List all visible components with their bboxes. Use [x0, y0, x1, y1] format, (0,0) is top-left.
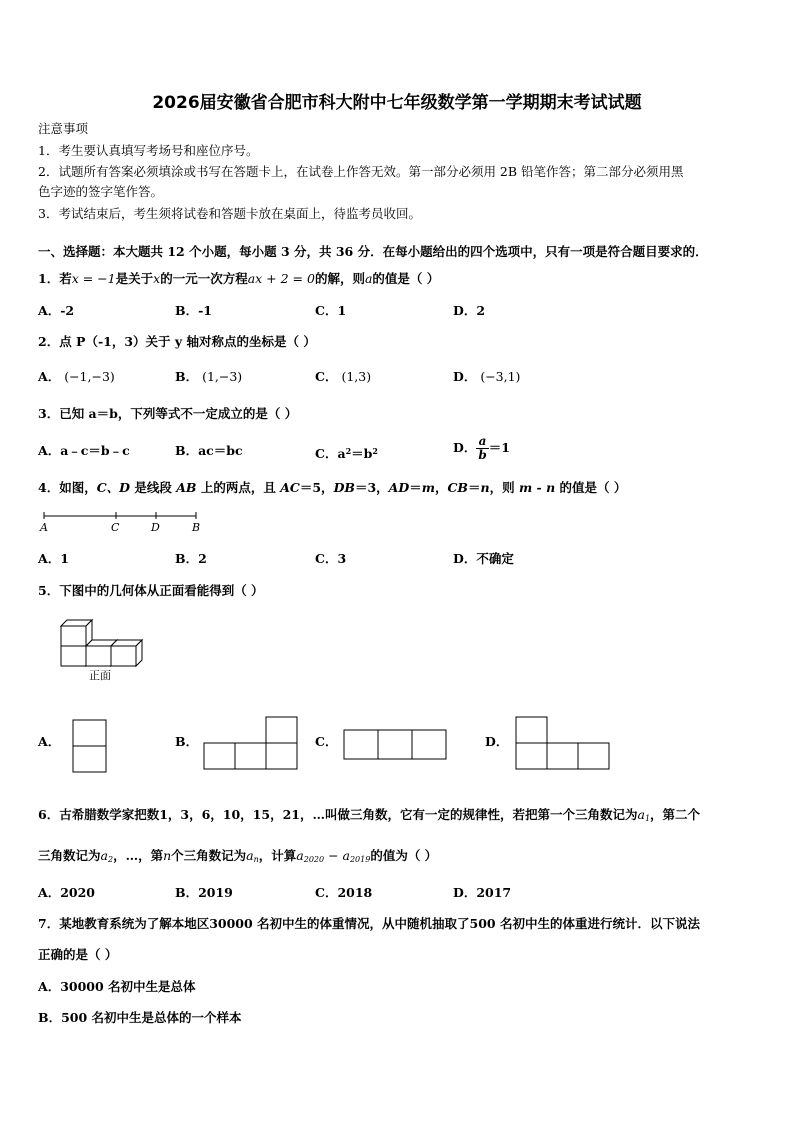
q6-a1: $a_1$ — [637, 807, 651, 823]
q4-text: 是线段 — [130, 480, 177, 495]
q6-text: ，计算 — [258, 848, 297, 863]
q2-option-a[interactable] — [38, 369, 115, 385]
q4-cb: CB — [447, 480, 468, 495]
q3-option-b[interactable]: B．ac＝bc — [175, 443, 243, 458]
q5-option-d-figure[interactable] — [515, 716, 611, 772]
front-label: 正面 — [89, 669, 111, 682]
q2-option-d[interactable] — [453, 369, 520, 385]
q4-option-d[interactable]: D．不确定 — [453, 551, 514, 566]
question-6-line2 — [38, 848, 437, 868]
q3-d-fraction — [476, 435, 488, 462]
q6-option-b[interactable]: B．2019 — [175, 885, 233, 900]
q4-text: ＝3， — [354, 480, 389, 495]
q3-c-sup2: 2 — [372, 446, 378, 456]
point-label-c: C — [111, 521, 120, 534]
cube-front — [86, 646, 111, 666]
q2-b-value: (1,−3) — [202, 369, 243, 384]
q4-text: 上的两点，且 — [196, 480, 281, 495]
q1-option-c[interactable]: C．1 — [315, 303, 347, 318]
q3-d-label: D． — [453, 440, 477, 455]
q4-option-c[interactable]: C．3 — [315, 551, 347, 566]
q6-text: ，第二个 — [650, 807, 701, 822]
question-4-stem — [38, 480, 626, 496]
q4-text: 4．如图， — [38, 480, 97, 495]
notes-heading: 注意事项 — [38, 121, 89, 136]
q4-text: ，则 — [489, 480, 519, 495]
cube-front — [111, 646, 136, 666]
q6-option-a[interactable]: A．2020 — [38, 885, 95, 900]
q2-d-label: D． — [453, 369, 477, 384]
point-label-d: D — [151, 521, 160, 534]
q3-option-d[interactable] — [453, 435, 510, 462]
q3-option-c[interactable] — [315, 443, 378, 462]
q3-c-mid: ＝b — [351, 446, 373, 461]
q1-option-b[interactable]: B．-1 — [175, 303, 212, 318]
q3-option-a[interactable]: A．a﹣c＝b﹣c — [38, 443, 130, 458]
note-1: 1．考生要认真填写考场号和座位序号。 — [38, 143, 259, 158]
q6-calc: $a_{2020} - a_{2019}$ — [296, 848, 371, 864]
q1-text: 1．若 — [38, 271, 72, 286]
q6-an: $a_n$ — [246, 848, 259, 864]
q2-d-value: (−3,1) — [480, 369, 521, 384]
q3-c-pre: C．a — [315, 446, 346, 461]
q3-c-sup1: 2 — [345, 446, 352, 456]
q3-d-rest: ＝1 — [488, 440, 510, 455]
q6-option-c[interactable]: C．2018 — [315, 885, 373, 900]
q2-b-label: B． — [175, 369, 199, 384]
q2-c-label: C． — [315, 369, 338, 384]
q4-option-a[interactable]: A．1 — [38, 551, 69, 566]
q1-equation: ax + 2 = 0 — [247, 271, 315, 286]
exam-title: 2026届安徽省合肥市科大附中七年级数学第一学期期末考试试题 — [152, 93, 642, 113]
question-7-line2: 正确的是（ ） — [38, 947, 118, 962]
section-heading: 一、选择题：本大题共 12 个小题，每小题 3 分，共 36 分．在每小题给出的四个选项中，只有一项是符合题目要求的． — [38, 244, 708, 259]
q4-segment-figure — [36, 510, 206, 536]
q3-d-num: a — [476, 435, 488, 449]
q7-option-a[interactable]: A．30000 名初中生是总体 — [38, 979, 196, 994]
q1-text: 的一元一次方程 — [160, 271, 248, 286]
q4-option-b[interactable]: B．2 — [175, 551, 207, 566]
q4-text: ， — [434, 480, 448, 495]
q4-cd: C、D — [96, 480, 130, 495]
q1-a: a — [364, 271, 373, 286]
question-7-line1: 7．某地教育系统为了解本地区30000 名初中生的体重情况，从中随机抽取了500 名初中生的体重进行统计．以下说法 — [38, 916, 700, 931]
q1-text: 的解，则 — [314, 271, 365, 286]
note-3: 3．考试结束后，考生须将试卷和答题卡放在桌面上，待监考员收回。 — [38, 206, 421, 221]
q4-n: n — [480, 480, 490, 495]
question-1-stem — [38, 271, 439, 287]
q4-text: ＝ — [409, 480, 422, 495]
q1-option-a[interactable]: A．-2 — [38, 303, 75, 318]
q4-db: DB — [333, 480, 355, 495]
q1-x: x — [153, 271, 161, 286]
cube-front — [61, 646, 86, 666]
q6-option-d[interactable]: D．2017 — [453, 885, 512, 900]
q4-ab: AB — [176, 480, 197, 495]
q5-option-b-label[interactable]: B． — [175, 734, 199, 749]
q2-c-value: (1,3) — [341, 369, 372, 384]
q5-option-d-label[interactable]: D． — [485, 734, 509, 749]
q4-text: 的值是（ ） — [555, 480, 627, 495]
question-5-stem: 5．下图中的几何体从正面看能得到（ ） — [38, 583, 264, 598]
q6-text: 6．古希腊数学家把数1，3，6，10，15，21，…叫做三角数，它有一定的规律性，若把第一个三角数记为 — [38, 807, 638, 822]
q1-text: 是关于 — [115, 271, 154, 286]
q6-text: 三角数记为 — [38, 848, 101, 863]
q5-option-c-label[interactable]: C． — [315, 734, 338, 749]
question-2-stem: 2．点 P（-1，3）关于 y 轴对称点的坐标是（ ） — [38, 334, 316, 349]
q4-ac: AC — [280, 480, 300, 495]
q5-option-b-figure[interactable] — [203, 716, 299, 772]
q6-n: n — [163, 848, 172, 863]
q4-m-minus-n: m - n — [518, 480, 556, 495]
q3-d-den: b — [478, 448, 487, 462]
q2-option-c[interactable] — [315, 369, 371, 385]
point-label-a: A — [40, 521, 48, 534]
q4-text: ＝5， — [299, 480, 334, 495]
q5-option-c-figure[interactable] — [343, 729, 447, 761]
q7-option-b[interactable]: B．500 名初中生是总体的一个样本 — [38, 1010, 242, 1025]
q4-text: ＝ — [468, 480, 481, 495]
q6-text: ，…，第 — [113, 848, 164, 863]
question-3-stem: 3．已知 a＝b，下列等式不一定成立的是（ ） — [38, 406, 298, 421]
q2-a-value: (−1,−3) — [64, 369, 115, 384]
point-label-b: B — [192, 521, 201, 534]
q6-text: 个三角数记为 — [171, 848, 247, 863]
q5-option-a-label[interactable]: A． — [38, 734, 61, 749]
q1-text: 的值是（ ） — [372, 271, 440, 286]
q4-ad: AD — [388, 480, 410, 495]
note-2-line1: 2．试题所有答案必须填涂或书写在答题卡上，在试卷上作答无效。第一部分必须用 2B 铅笔作答；第二部分必须用黑 — [38, 164, 684, 179]
q2-option-b[interactable] — [175, 369, 242, 385]
question-6-line1 — [38, 807, 700, 827]
q6-a2: $a_2$ — [100, 848, 114, 864]
note-2-line2: 色字迹的签字笔作答。 — [38, 184, 164, 199]
q4-m: m — [421, 480, 435, 495]
q6-text: 的值为（ ） — [370, 848, 438, 863]
q2-a-label: A． — [38, 369, 61, 384]
q1-option-d[interactable]: D．2 — [453, 303, 486, 318]
q1-x-eq: x = −1 — [71, 271, 116, 286]
cube-front — [61, 626, 86, 646]
q5-option-a-figure[interactable] — [72, 719, 108, 775]
